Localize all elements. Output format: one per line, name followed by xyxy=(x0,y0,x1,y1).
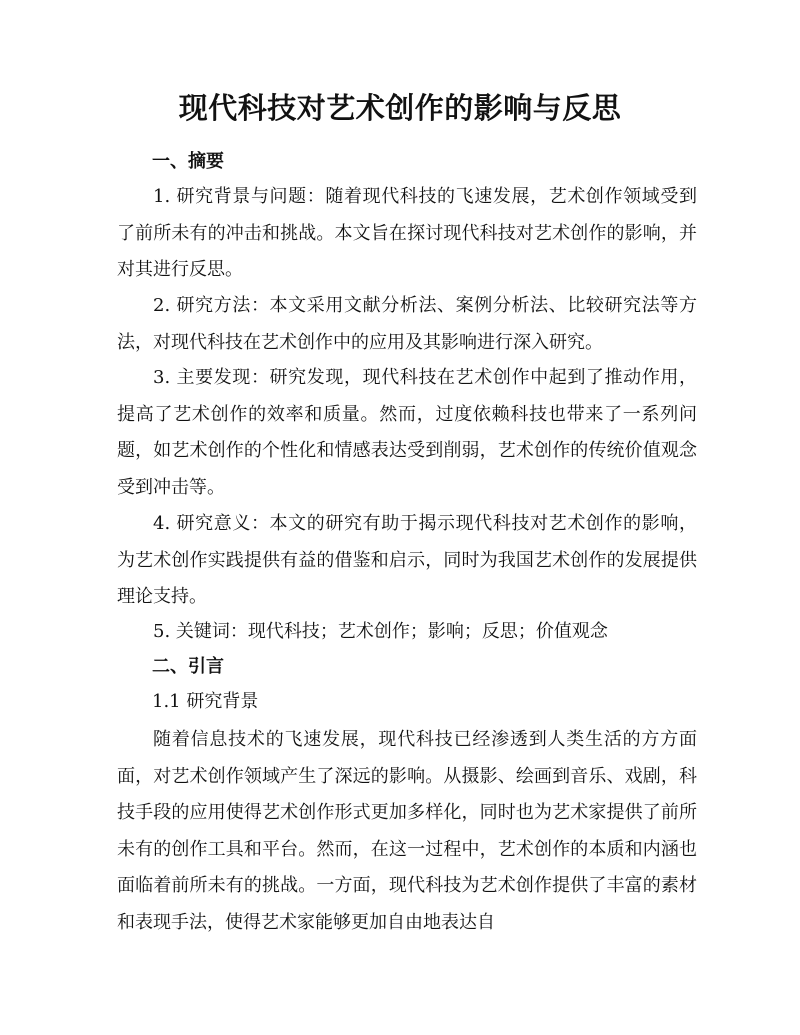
abstract-item-2: 2. 研究方法：本文采用文献分析法、案例分析法、比较研究法等方法，对现代科技在艺术创作中的应用及其影响进行深入研究。 xyxy=(117,295,697,353)
section-heading-introduction: 二、引言 xyxy=(152,656,224,677)
abstract-item-5-keywords: 5. 关键词：现代科技；艺术创作；影响；反思；价值观念 xyxy=(153,621,608,642)
background-paragraph: 随着信息技术的飞速发展，现代科技已经渗透到人类生活的方方面面，对艺术创作领域产生了深远的影响。从摄影、绘画到音乐、戏剧，科技手段的应用使得艺术创作形式更加多样化，同时也为艺术家提供了前所未有的创作工具和平台。然而，在这一过程中，艺术创作的本质和内涵也面临着前所未有的挑战。一方面，现代科技为艺术创作提供了丰富的素材和表现手法，使得艺术家能够更加自由地表达自 xyxy=(117,729,697,933)
abstract-item-1: 1. 研究背景与问题：随着现代科技的飞速发展，艺术创作领域受到了前所未有的冲击和挑战。本文旨在探讨现代科技对艺术创作的影响，并对其进行反思。 xyxy=(117,186,697,280)
subsection-heading-background: 1.1 研究背景 xyxy=(152,691,259,712)
section-heading-abstract: 一、摘要 xyxy=(152,151,224,172)
abstract-item-4: 4. 研究意义：本文的研究有助于揭示现代科技对艺术创作的影响，为艺术创作实践提供有益的借鉴和启示，同时为我国艺术创作的发展提供理论支持。 xyxy=(117,513,697,607)
document-title: 现代科技对艺术创作的影响与反思 xyxy=(178,91,622,125)
abstract-item-3: 3. 主要发现：研究发现，现代科技在艺术创作中起到了推动作用，提高了艺术创作的效率和质量。然而，过度依赖科技也带来了一系列问题，如艺术创作的个性化和情感表达受到削弱，艺术创作的传统价值观念受到冲击等。 xyxy=(117,367,697,498)
